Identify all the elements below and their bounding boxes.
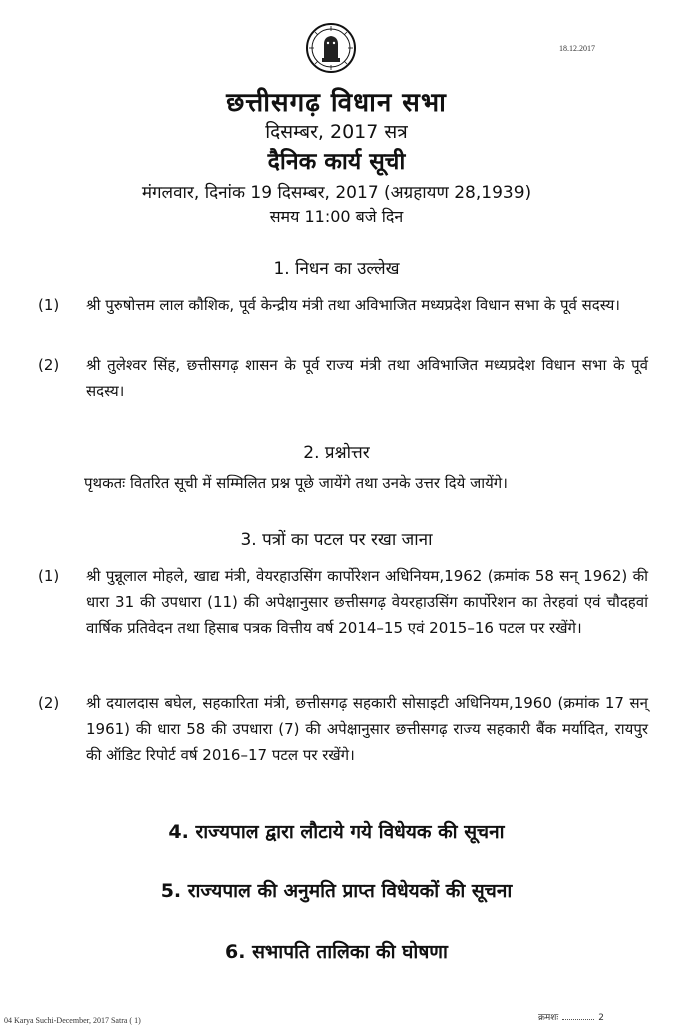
date-line: मंगलवार, दिनांक 19 दिसम्बर, 2017 (अग्रहायण 28,1939) bbox=[141, 183, 532, 203]
item-text: श्री पुरुषोत्तम लाल कौशिक, पूर्व केन्द्रीय मंत्री तथा अविभाजित मध्यप्रदेश विधान सभा के पूर्व सदस्य। bbox=[86, 296, 620, 314]
list-item bbox=[38, 563, 648, 641]
item-text: श्री तुलेश्वर सिंह, छत्तीसगढ़ शासन के पूर्व राज्य मंत्री तथा अविभाजित मध्यप्रदेश विधान सभा के पूर्व सदस्य। bbox=[86, 356, 648, 400]
section-2-heading: 2. प्रश्नोत्तर bbox=[303, 443, 370, 463]
item-number: (1) bbox=[38, 567, 60, 585]
continued-label: क्रमशः bbox=[538, 1013, 559, 1023]
item-number: (2) bbox=[38, 694, 60, 712]
footer-continued bbox=[538, 1010, 604, 1023]
list-item bbox=[38, 352, 648, 404]
section-1-heading: 1. निधन का उल्लेख bbox=[273, 259, 400, 279]
page-title: छत्तीसगढ़ विधान सभा bbox=[226, 88, 447, 118]
section-4-heading: 4. राज्यपाल द्वारा लौटाये गये विधेयक की सूचना bbox=[168, 821, 505, 843]
section-2-text: पृथकतः वितरित सूची में सम्मिलित प्रश्न पूछे जायेंगे तथा उनके उत्तर दिये जायेंगे। bbox=[84, 474, 508, 492]
section-3-heading: 3. पत्रों का पटल पर रखा जाना bbox=[240, 530, 433, 550]
agenda-title: दैनिक कार्य सूची bbox=[267, 149, 406, 175]
list-item bbox=[38, 292, 648, 318]
state-emblem-icon bbox=[305, 22, 357, 74]
footer-file-label: 04 Karya Suchi-December, 2017 Satra ( 1) bbox=[4, 1016, 141, 1025]
dotted-leader bbox=[562, 1019, 594, 1020]
item-number: (1) bbox=[38, 296, 60, 314]
date-stamp: 18.12.2017 bbox=[559, 44, 595, 53]
section-5-heading: 5. राज्यपाल की अनुमति प्राप्त विधेयकों की सूचना bbox=[160, 880, 513, 902]
time-line: समय 11:00 बजे दिन bbox=[269, 207, 404, 226]
item-text: श्री दयालदास बघेल, सहकारिता मंत्री, छत्तीसगढ़ सहकारी सोसाइटी अधिनियम,1960 (क्रमांक 17 सन् 1961) की धारा 58 की उपधारा (7) की अपेक्षानुसार छत्तीसगढ़ राज्य सहकारी बैंक मर्यादित, रायपुर की ऑडिट रिपोर्ट वर्ष 2016–17 पटल पर रखेंगे। bbox=[86, 694, 648, 764]
section-6-heading: 6. सभापति तालिका की घोषणा bbox=[225, 941, 448, 963]
item-text: श्री पुन्नूलाल मोहले, खाद्य मंत्री, वेयरहाउसिंग कार्पोरेशन अधिनियम,1962 (क्रमांक 58 सन् 1962) की धारा 31 की उपधारा (11) की अपेक्षानुसार छत्तीसगढ़ वेयरहाउसिंग कार्पोरेशन का तेरहवां एवं चौदहवां वार्षिक प्रतिवेदन तथा हिसाब पत्रक वित्तीय वर्ष 2014–15 एवं 2015–16 पटल पर रखेंगे। bbox=[86, 567, 648, 637]
session-line: दिसम्बर, 2017 सत्र bbox=[265, 121, 408, 143]
list-item bbox=[38, 690, 648, 768]
item-number: (2) bbox=[38, 356, 60, 374]
page-number: 2 bbox=[598, 1013, 604, 1023]
